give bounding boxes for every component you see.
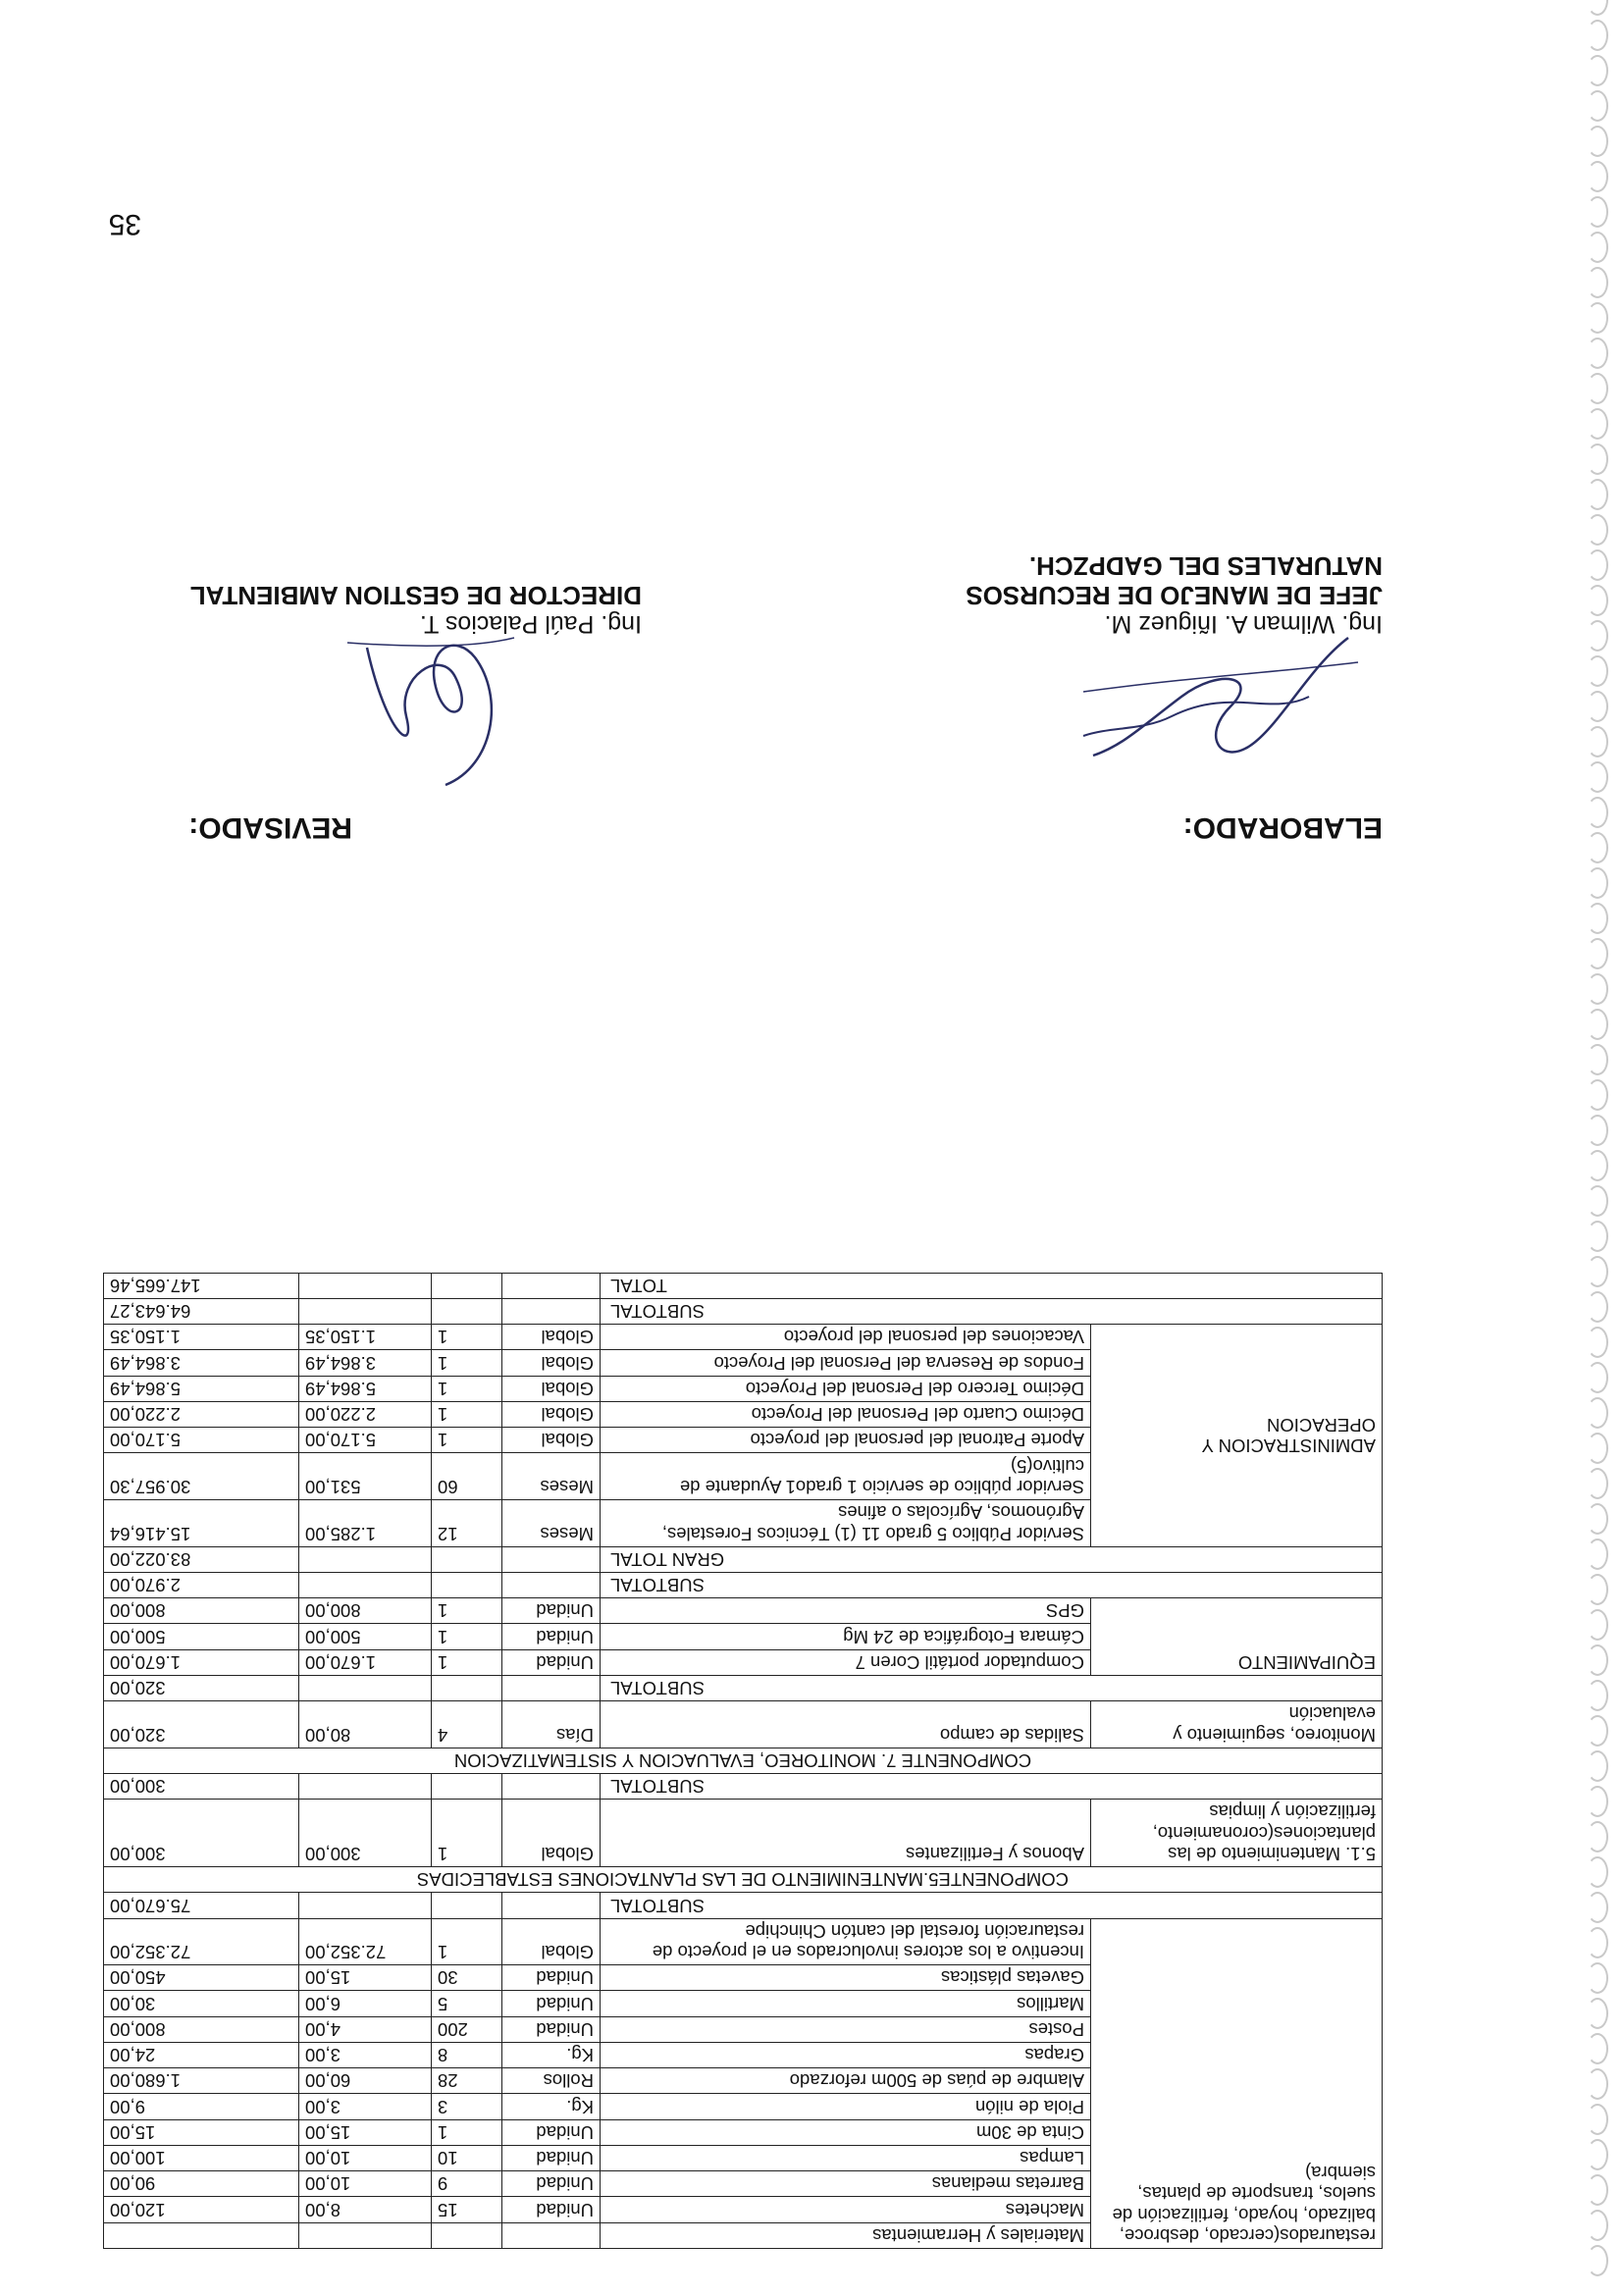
item-total: 15,00 [104,2119,299,2145]
empty-cell [432,1546,502,1572]
budget-table [103,1273,1383,2249]
item-unit: Global [502,1350,601,1376]
empty-cell [502,1273,601,1298]
signature-wilman [1073,618,1368,785]
subtotal-row [104,1546,1383,1572]
table-row [104,1500,1383,1547]
subtotal-amount: 64.643,27 [104,1298,299,1324]
binder-ring [1587,196,1608,228]
binder-ring [1587,1680,1608,1711]
binder-ring [1587,1609,1608,1641]
subtotal-row [104,1273,1383,1298]
item-quantity: 60 [432,1453,502,1500]
binder-ring [1587,832,1608,863]
item-unit: Unidad [502,2119,601,2145]
item-unit-price: 5.170,00 [299,1428,432,1453]
item-description: Alambre de púas de 500m reforzado [601,2068,1091,2094]
item-total: 1.150,35 [104,1325,299,1350]
binder-ring [1587,1786,1608,1817]
item-quantity: 4 [432,1701,502,1748]
item-description: Martillos [601,1991,1091,2016]
binder-ring [1587,408,1608,440]
item-total: 5.864,49 [104,1376,299,1401]
item-total: 30,00 [104,1991,299,2016]
empty-cell [299,1546,432,1572]
binder-ring [1587,2104,1608,2135]
item-total: 500,00 [104,1624,299,1649]
item-description: Grapas [601,2042,1091,2067]
binder-ring [1587,338,1608,369]
binder-ring [1587,1009,1608,1040]
signature-labels [104,805,1383,844]
c5-activity: 5.1. Mantenimiento de las plantaciones(coronamiento, fertilización y limpias [1091,1800,1383,1867]
empty-cell [432,1773,502,1799]
subtotal-row [104,1298,1383,1324]
item-unit-price: 3.864,49 [299,1350,432,1376]
binder-ring [1587,2174,1608,2206]
binder-ring [1587,1079,1608,1111]
item-total: 90,00 [104,2171,299,2197]
binder-ring [1587,1574,1608,1605]
item-unit: Global [502,1325,601,1350]
item-total: 3.864,49 [104,1350,299,1376]
empty-cell [432,1298,502,1324]
item-description: Aporte Patronal del personal del proyecto [601,1428,1091,1453]
empty-cell [299,1773,432,1799]
subtotal-row [104,1893,1383,1918]
item-quantity: 200 [432,2016,502,2042]
binder-ring [1587,1433,1608,1464]
binder-ring [1587,1327,1608,1358]
binder-ring [1587,1115,1608,1146]
empty-cell [502,1773,601,1799]
item-unit-price: 10,00 [299,2171,432,2197]
subtotal-amount: 147.665,46 [104,1273,299,1298]
binder-ring [1587,2139,1608,2170]
binder-ring [1587,2245,1608,2276]
subtotal-label: TOTAL [601,1273,1383,1298]
item-description: Cinta de 30m [601,2119,1091,2145]
component-title: COMPONENTE5.MANTENIMIENTO DE LAS PLANTACIONES ESTABLECIDAS [104,1867,1383,1893]
subtotal-amount: 75.670,00 [104,1893,299,1918]
item-unit-price: 72.352,00 [299,1918,432,1965]
item-total: 72.352,00 [104,1918,299,1965]
item-quantity: 1 [432,1624,502,1649]
item-unit-price: 800,00 [299,1598,432,1624]
binder-ring [1587,373,1608,404]
subtotal-label: GRAN TOTAL [601,1546,1383,1572]
item-unit-price: 4,00 [299,2016,432,2042]
item-unit-price: 1.670,00 [299,1649,432,1675]
item-total: 120,00 [104,2197,299,2222]
item-unit-price: 15,00 [299,2119,432,2145]
item-description: Servidor Público 5 grado 11 (1) Técnicos Forestales, Agrónomos, Agrícolas o afines [601,1500,1091,1547]
item-unit: Global [502,1428,601,1453]
item-unit: Global [502,1918,601,1965]
item-quantity: 1 [432,1428,502,1453]
item-unit: Meses [502,1500,601,1547]
item-description: Gavetas plásticas [601,1965,1091,1991]
empty-cell [299,1273,432,1298]
item-description: GPS [601,1598,1091,1624]
materials-header: Materiales y Herramientas [601,2222,1091,2248]
item-total: 30.957,30 [104,1453,299,1500]
item-quantity: 1 [432,1325,502,1350]
item-description: Servidor público de servicio 1 grado1 Ayudante de cultivo(5) [601,1453,1091,1500]
binder-ring [1587,1821,1608,1852]
empty-cell [502,1298,601,1324]
item-unit-price: 15,00 [299,1965,432,1991]
subtotal-amount: 320,00 [104,1675,299,1700]
binder-ring [1587,620,1608,652]
item-description: Cámara Fotográfica de 24 Mg [601,1624,1091,1649]
item-unit: Unidad [502,2197,601,2222]
binder-ring [1587,1256,1608,1287]
item-total: 320,00 [104,1701,299,1748]
binder-ring [1587,1468,1608,1499]
elaborado-role-line-2: NATURALES DEL GADPZCH. [1028,551,1383,582]
item-description: Vacaciones del personal del proyecto [601,1325,1091,1350]
binder-ring [1587,973,1608,1005]
item-quantity: 9 [432,2171,502,2197]
item-unit: Unidad [502,1965,601,1991]
binder-ring [1587,20,1608,51]
elaborado-role-line-1: JEFE DE MANEJO DE RECURSOS [966,581,1383,611]
binder-ring [1587,1539,1608,1570]
materials-header-row [104,2222,1383,2248]
item-total: 2.220,00 [104,1401,299,1427]
item-description: Machetes [601,2197,1091,2222]
item-unit: Unidad [502,2016,601,2042]
item-unit: Días [502,1701,601,1748]
empty-cell [502,1893,601,1918]
subtotal-label: SUBTOTAL [601,1773,1383,1799]
item-quantity: 1 [432,1376,502,1401]
empty-cell [432,1893,502,1918]
binder-ring [1587,1750,1608,1782]
signature-palacios [338,618,534,795]
subtotal-amount: 83.022,00 [104,1546,299,1572]
item-unit: Kg. [502,2094,601,2119]
component5-title-row [104,1867,1383,1893]
binder-ring [1587,444,1608,475]
item-description: Incentivo a los actores involucrados en el proyecto de restauración forestal del cantón Chinchipe [601,1918,1091,1965]
item-total: 450,00 [104,1965,299,1991]
binder-ring [1587,1927,1608,1958]
empty-cell [502,1572,601,1597]
item-total: 24,00 [104,2042,299,2067]
item-unit: Unidad [502,1649,601,1675]
item-description: Barretas medianas [601,2171,1091,2197]
empty-cell [502,1675,601,1700]
binder-holes [1549,0,1618,2296]
elaborado-name: Ing. Wilman A. Iñiguez M. [1104,610,1383,638]
binder-ring [1587,1644,1608,1676]
item-unit: Rollos [502,2068,601,2094]
item-unit-price: 1.150,35 [299,1325,432,1350]
subtotal-row [104,1675,1383,1700]
item-quantity: 30 [432,1965,502,1991]
binder-ring [1587,1503,1608,1535]
subtotal-label: SUBTOTAL [601,1298,1383,1324]
elaborado-signature-block [966,550,1383,638]
binder-ring [1587,126,1608,157]
item-quantity: 1 [432,1350,502,1376]
binder-ring [1587,2033,1608,2064]
item-quantity: 1 [432,1598,502,1624]
item-unit-price: 531,00 [299,1453,432,1500]
item-unit-price: 10,00 [299,2145,432,2170]
revisado-name: Ing. Paúl Palacios T. [419,610,642,638]
item-quantity: 12 [432,1500,502,1547]
item-unit-price: 60,00 [299,2068,432,2094]
binder-ring [1587,1892,1608,1923]
item-total: 100,00 [104,2145,299,2170]
item-unit-price: 80,00 [299,1701,432,1748]
item-quantity: 1 [432,1918,502,1965]
item-total: 15.416,64 [104,1500,299,1547]
item-unit: Unidad [502,1991,601,2016]
item-description: Postes [601,2016,1091,2042]
revisado-signature-block [190,580,642,638]
table-row [104,1649,1383,1675]
item-quantity: 1 [432,1649,502,1675]
binder-ring [1587,479,1608,510]
binder-ring [1587,761,1608,793]
equipment-label: EQUIPAMIENTO [1091,1598,1383,1676]
binder-ring [1587,655,1608,687]
item-total: 800,00 [104,1598,299,1624]
binder-ring [1587,267,1608,298]
binder-ring [1587,1291,1608,1323]
item-total: 1.680,00 [104,2068,299,2094]
binder-ring [1587,726,1608,757]
binder-ring [1587,232,1608,263]
table-row [104,1701,1383,1748]
empty-cell [299,1675,432,1700]
empty-cell [299,1298,432,1324]
item-unit-price: 300,00 [299,1800,432,1867]
binder-ring [1587,161,1608,192]
item-total: 300,00 [104,1800,299,1867]
c7-activity: Monitoreo, seguimiento y evaluación [1091,1701,1383,1748]
item-quantity: 28 [432,2068,502,2094]
revisado-label: REVISADO: [188,811,352,844]
binder-ring [1587,549,1608,581]
item-unit: Unidad [502,1624,601,1649]
item-quantity: 1 [432,1401,502,1427]
empty-cell [502,1546,601,1572]
item-unit: Meses [502,1453,601,1500]
item-description: Abonos y Fertilizantes [601,1800,1091,1867]
item-unit-price: 8,00 [299,2197,432,2222]
empty-cell [299,1893,432,1918]
binder-ring [1587,1715,1608,1747]
item-quantity: 10 [432,2145,502,2170]
binder-ring [1587,867,1608,899]
component7-title-row [104,1748,1383,1773]
binder-ring [1587,903,1608,934]
binder-ring [1587,585,1608,616]
binder-ring [1587,0,1608,16]
binder-ring [1587,2068,1608,2100]
admin-label: ADMINISTRACION Y OPERACION [1091,1325,1383,1546]
binder-ring [1587,1044,1608,1075]
binder-ring [1587,1221,1608,1252]
empty-cell [432,1273,502,1298]
item-unit: Unidad [502,2171,601,2197]
item-unit: Global [502,1401,601,1427]
item-quantity: 1 [432,1800,502,1867]
binder-ring [1587,55,1608,86]
binder-ring [1587,2210,1608,2241]
activity-restoration-cell: restaurados(cercado, desbroce, balizado, hoyado, fertilización de suelos, transporte de plantas, siembra) [1091,1918,1383,2248]
item-unit-price: 2.220,00 [299,1401,432,1427]
item-total: 1.670,00 [104,1649,299,1675]
component-title: COMPONENTE 7. MONITOREO, EVALUACION Y SISTEMATIZACION [104,1748,1383,1773]
item-description: Salidas de campo [601,1701,1091,1748]
item-unit-price: 3,00 [299,2042,432,2067]
subtotal-row [104,1572,1383,1597]
item-unit: Global [502,1800,601,1867]
binder-ring [1587,1998,1608,2029]
item-quantity: 3 [432,2094,502,2119]
binder-ring [1587,1962,1608,1994]
subtotal-amount: 300,00 [104,1773,299,1799]
item-unit-price: 1.285,00 [299,1500,432,1547]
binder-ring [1587,90,1608,122]
item-description: Computador portátil Coren 7 [601,1649,1091,1675]
binder-ring [1587,302,1608,334]
item-unit-price: 500,00 [299,1624,432,1649]
item-quantity: 8 [432,2042,502,2067]
binder-ring [1587,938,1608,969]
binder-ring [1587,1185,1608,1217]
table-row [104,1800,1383,1867]
elaborado-label: ELABORADO: [1182,811,1383,844]
item-description: Décimo Tercero del Personal del Proyecto [601,1376,1091,1401]
item-total: 800,00 [104,2016,299,2042]
empty-cell [432,1675,502,1700]
empty-cell [299,1572,432,1597]
item-description: Décimo Cuarto del Personal del Proyecto [601,1401,1091,1427]
item-total: 5.170,00 [104,1428,299,1453]
item-unit-price: 5.864,49 [299,1376,432,1401]
item-unit-price: 3,00 [299,2094,432,2119]
binder-ring [1587,1362,1608,1393]
item-description: Piola de nilón [601,2094,1091,2119]
item-description: Lampas [601,2145,1091,2170]
item-quantity: 15 [432,2197,502,2222]
item-unit: Global [502,1376,601,1401]
empty-cell [432,1572,502,1597]
page-number: 35 [108,208,141,240]
revisado-role: DIRECTOR DE GESTION AMBIENTAL [189,581,642,611]
item-description: Fondos de Reserva del Personal del Proyecto [601,1350,1091,1376]
item-unit: Kg. [502,2042,601,2067]
subtotal-row [104,1773,1383,1799]
item-unit: Unidad [502,2145,601,2170]
subtotal-label: SUBTOTAL [601,1675,1383,1700]
binder-ring [1587,691,1608,722]
binder-ring [1587,797,1608,828]
item-quantity: 5 [432,1991,502,2016]
item-unit: Unidad [502,1598,601,1624]
subtotal-label: SUBTOTAL [601,1893,1383,1918]
subtotal-label: SUBTOTAL [601,1572,1383,1597]
binder-ring [1587,1397,1608,1429]
subtotal-amount: 2.970,00 [104,1572,299,1597]
binder-ring [1587,1856,1608,1888]
item-unit-price: 6,00 [299,1991,432,2016]
item-quantity: 1 [432,2119,502,2145]
binder-ring [1587,1150,1608,1181]
item-total: 9,00 [104,2094,299,2119]
binder-ring [1587,514,1608,546]
